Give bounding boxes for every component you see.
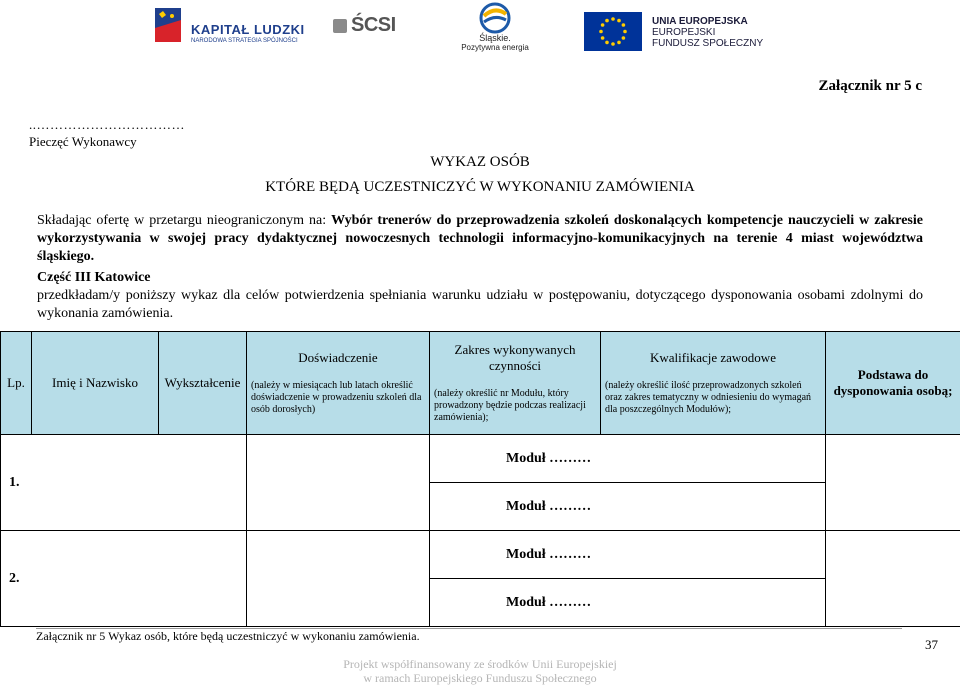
- header-lp: Lp.: [1, 332, 32, 435]
- kapital-ludzki-logo: [155, 8, 305, 50]
- table-header-row: [1, 332, 960, 435]
- header-education: Wykształcenie: [159, 332, 247, 435]
- cell-module[interactable]: Moduł ………: [430, 483, 826, 531]
- cell-basis[interactable]: [826, 531, 960, 627]
- header-experience-title: Doświadczenie: [298, 350, 378, 365]
- project-line2: w ramach Europejskiego Funduszu Społecznego: [363, 671, 597, 685]
- cell-experience[interactable]: [247, 531, 430, 627]
- header-experience: [247, 332, 430, 435]
- footer-divider: [36, 626, 902, 627]
- cell-module[interactable]: Moduł ………: [430, 579, 826, 627]
- project-footer: [0, 657, 960, 685]
- intro-paragraph: [37, 212, 923, 266]
- kapital-ludzki-flag-icon: [155, 8, 181, 42]
- row-lp: 1.: [1, 435, 247, 531]
- header-qual-note: (należy określić ilość przeprowadzonych szkoleń oraz zakres tematyczny w odniesieniu do wymagań dla poszczególnych Modułów);: [605, 380, 812, 415]
- row-lp: 2.: [1, 531, 247, 627]
- stamp-label: Pieczęć Wykonawcy: [29, 134, 137, 149]
- cell-module[interactable]: Moduł ………: [430, 531, 826, 579]
- persons-table: [0, 331, 960, 627]
- part-paragraph: [37, 269, 923, 323]
- header-name: Imię i Nazwisko: [32, 332, 159, 435]
- kapital-ludzki-subtext: NARODOWA STRATEGIA SPÓJNOŚCI: [191, 38, 298, 44]
- header-experience-note: (należy w miesiącach lub latach określić doświadczenie w prowadzeniu szkoleń dla osób dorosłych): [251, 380, 422, 415]
- ue-line1: UNIA EUROPEJSKA: [652, 16, 748, 27]
- header-logos: [0, 0, 960, 62]
- cell-module[interactable]: Moduł ………: [430, 435, 826, 483]
- header-qualifications: [601, 332, 826, 435]
- ue-line3: FUNDUSZ SPOŁECZNY: [652, 38, 764, 49]
- ue-text: [652, 16, 763, 49]
- table-row: [1, 435, 960, 483]
- stamp-dots: ..……………………………: [29, 117, 185, 132]
- part-label: Część III Katowice: [37, 270, 151, 285]
- slaskie-sun-icon: [478, 2, 512, 34]
- table-row: [1, 531, 960, 579]
- footer-caption: Załącznik nr 5 Wykaz osób, które będą uczestniczyć w wykonaniu zamówienia.: [36, 629, 420, 643]
- cell-experience[interactable]: [247, 435, 430, 531]
- header-qual-title: Kwalifikacje zawodowe: [650, 350, 776, 365]
- project-line1: Projekt współfinansowany ze środków Unii Europejskiej: [343, 657, 617, 671]
- ue-line2: EUROPEJSKI: [652, 27, 716, 38]
- scsi-text: ŚCSI: [351, 14, 396, 36]
- header-basis: Podstawa do dysponowania osobą;: [826, 332, 960, 435]
- page-number: 37: [925, 637, 938, 652]
- header-scope-note: (należy określić nr Modułu, który prowadzony będzie podczas realizacji zamówienia);: [434, 388, 586, 423]
- scsi-logo: [333, 16, 413, 40]
- intro-normal-text: Składając ofertę w przetargu nieograniczonym na:: [37, 213, 332, 228]
- part-text: przedkładam/y poniższy wykaz dla celów potwierdzenia spełniania warunku udziału w postępowaniu, dotyczącego dysponowania osobami zdolnymi do wykonania zamówienia.: [37, 288, 923, 321]
- slaskie-logo: [460, 2, 530, 58]
- ue-logo: [584, 12, 764, 52]
- slaskie-subtext: Pozytywna energia: [461, 43, 529, 52]
- header-scope-title: Zakres wykonywanych czynności: [454, 342, 576, 373]
- kapital-ludzki-text: KAPITAŁ LUDZKI: [191, 22, 305, 37]
- slaskie-text: Śląskie.: [479, 33, 511, 43]
- document-subtitle: KTÓRE BĘDĄ UCZESTNICZYĆ W WYKONANIU ZAMÓWIENIA: [265, 179, 695, 195]
- document-title: WYKAZ OSÓB: [430, 154, 530, 170]
- header-scope: [430, 332, 601, 435]
- attachment-label: Załącznik nr 5 c: [818, 78, 922, 94]
- intro-bold-text: Wybór trenerów do przeprowadzenia szkoleń doskonalących kompetencje nauczycieli w zakresie wykorzystywania w swojej pracy dydaktycznej nowoczesnych technologii informacyjno-komunikacyjnych na terenie 4 miast województwa śląskiego.: [37, 213, 923, 264]
- eu-flag-icon: [584, 12, 642, 51]
- cell-basis[interactable]: [826, 435, 960, 531]
- scsi-badge-icon: [333, 19, 347, 33]
